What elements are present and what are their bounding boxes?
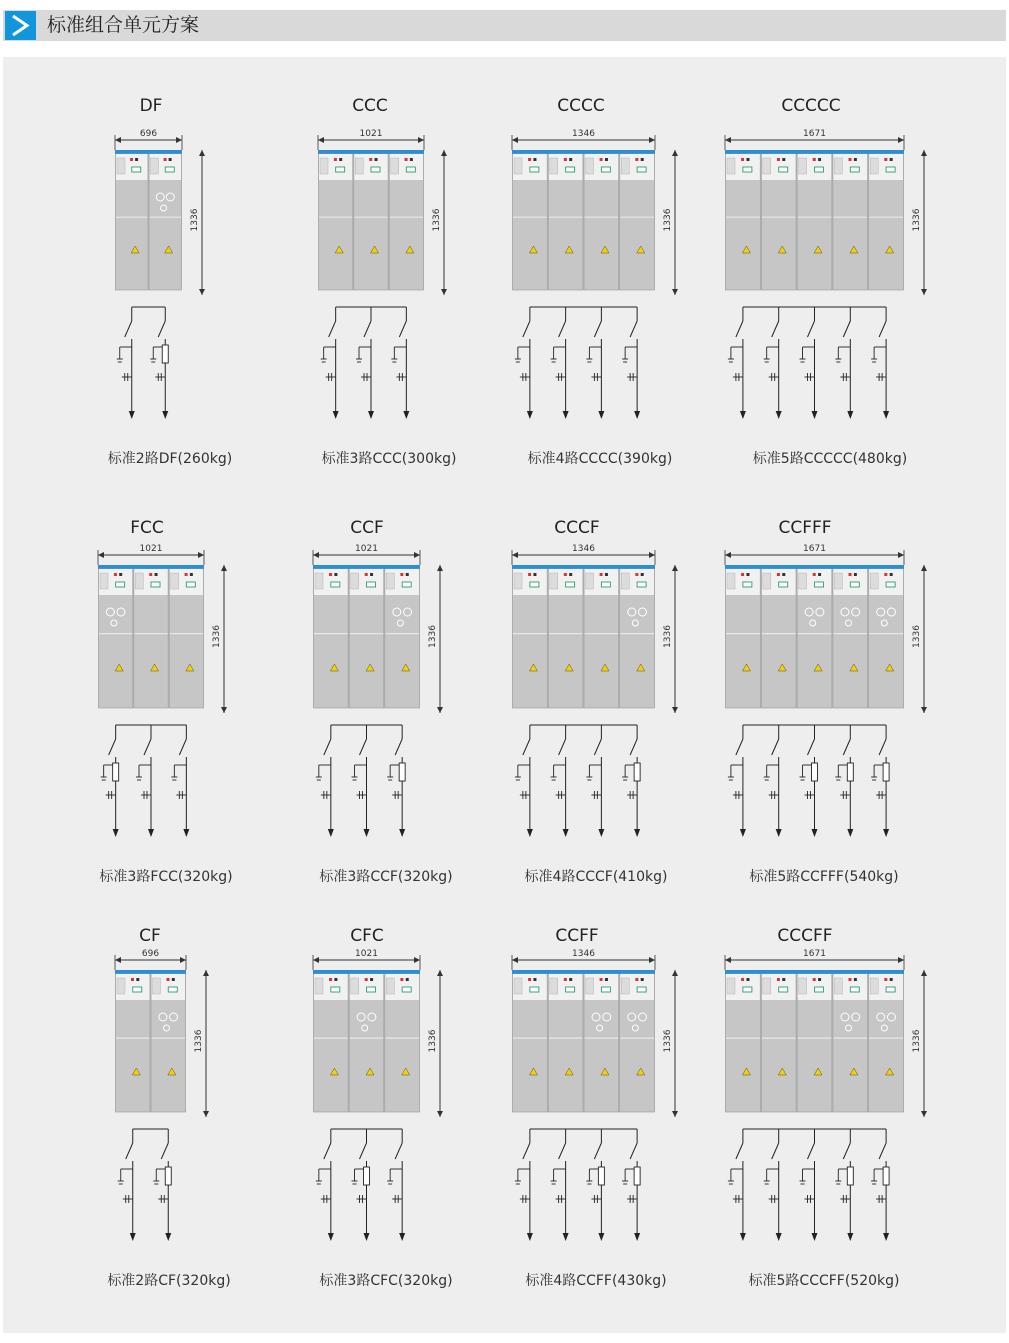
cabinet-unit-c [797, 974, 832, 1112]
scheme-name: CCFF [555, 926, 599, 946]
scheme-caption: 标准4路CCCC(390kg) [527, 451, 673, 467]
width-dimension [115, 949, 186, 970]
cabinet-unit-c [833, 154, 868, 290]
cabinet-unit-c [314, 974, 349, 1112]
single-line-diagram [728, 1129, 889, 1241]
height-label: 1336 [428, 1029, 438, 1053]
width-dimension [313, 949, 420, 970]
switchgear-cabinet [115, 970, 186, 1112]
cabinet-unit-f [584, 974, 619, 1112]
height-dimension [912, 565, 927, 713]
switchgear-cabinet [725, 970, 904, 1112]
height-dimension [428, 970, 443, 1117]
cabinet-unit-c [314, 569, 349, 708]
width-dimension [98, 544, 204, 565]
switchgear-cabinet [725, 150, 904, 290]
scheme-cf [115, 949, 209, 1241]
fuse-icon [399, 763, 405, 781]
cabinet-unit-c [319, 154, 353, 290]
scheme-name: FCC [130, 518, 164, 538]
cabinet-unit-c [584, 569, 619, 708]
fuse-icon [165, 1167, 171, 1185]
cabinet-unit-c [349, 569, 384, 708]
scheme-caption: 标准3路CCC(300kg) [321, 451, 457, 467]
scheme-ccff [512, 949, 678, 1241]
cabinet-unit-c [513, 569, 548, 708]
height-dimension [428, 565, 443, 713]
cabinet-unit-f [149, 154, 182, 290]
width-dimension [725, 544, 904, 565]
switchgear-cabinet [512, 150, 655, 290]
cabinet-unit-f [385, 569, 420, 708]
fuse-icon [113, 763, 119, 781]
cabinet-unit-f [99, 569, 133, 708]
cabinet-unit-c [548, 154, 583, 290]
scheme-caption: 标准4路CCCF(410kg) [524, 869, 668, 885]
width-label: 1021 [355, 949, 378, 959]
scheme-caption: 标准2路DF(260kg) [107, 451, 233, 467]
cabinet-unit-c [116, 974, 151, 1112]
width-label: 1671 [803, 129, 826, 139]
switchgear-cabinet [725, 565, 904, 708]
cabinet-unit-f [620, 974, 655, 1112]
scheme-df [115, 129, 205, 419]
cabinet-unit-c [620, 154, 655, 290]
height-dimension [190, 150, 205, 295]
fuse-icon [634, 763, 640, 781]
height-label: 1336 [194, 1029, 204, 1053]
cabinet-unit-c [726, 154, 761, 290]
width-dimension [115, 129, 182, 150]
height-label: 1336 [912, 625, 922, 648]
switchgear-cabinet [318, 150, 424, 290]
scheme-caption: 标准5路CCCCC(480kg) [752, 451, 908, 467]
height-label: 1336 [663, 208, 673, 232]
width-label: 1021 [139, 544, 163, 554]
cabinet-unit-c [761, 154, 796, 290]
width-dimension [725, 949, 904, 970]
scheme-caption: 标准3路FCC(320kg) [99, 869, 233, 885]
cabinet-unit-c [389, 154, 423, 290]
height-label: 1336 [428, 625, 438, 648]
fuse-icon [162, 345, 168, 363]
cabinet-unit-c [513, 974, 548, 1112]
switchgear-cabinet [313, 970, 420, 1112]
height-label: 1336 [663, 625, 673, 648]
cabinet-unit-c [385, 974, 420, 1112]
width-label: 1671 [803, 949, 826, 959]
width-dimension [725, 129, 904, 150]
scheme-ccccc [725, 129, 927, 419]
scheme-fcc [98, 544, 227, 837]
scheme-ccfff [725, 544, 927, 837]
height-dimension [663, 150, 678, 295]
scheme-cfc [313, 949, 443, 1241]
cabinet-unit-c [761, 569, 796, 708]
fuse-icon [634, 1167, 640, 1185]
switchgear-cabinet [115, 150, 182, 290]
cabinet-unit-f [797, 569, 832, 708]
switchgear-cabinet [98, 565, 204, 708]
scheme-caption: 标准2路CF(320kg) [107, 1273, 231, 1289]
width-label: 1346 [572, 544, 595, 554]
cabinet-unit-c [548, 974, 583, 1112]
fuse-icon [883, 1167, 889, 1185]
height-label: 1336 [663, 1029, 673, 1053]
height-dimension [432, 150, 447, 295]
switchgear-cabinet [512, 565, 655, 708]
cabinet-unit-c [513, 154, 548, 290]
scheme-ccc [318, 129, 447, 419]
scheme-name: CCC [352, 96, 388, 116]
cabinet-unit-c [584, 154, 619, 290]
single-line-diagram [515, 725, 640, 837]
height-dimension [212, 565, 227, 713]
single-line-diagram [321, 307, 410, 419]
width-dimension [318, 129, 424, 150]
single-line-diagram [728, 725, 889, 837]
width-label: 1346 [572, 129, 595, 139]
height-dimension [663, 565, 678, 713]
fuse-icon [812, 763, 818, 781]
scheme-name: CCCFF [777, 926, 833, 946]
single-line-diagram [515, 307, 640, 419]
cabinet-unit-f [620, 569, 655, 708]
cabinet-unit-f [833, 569, 868, 708]
cabinet-unit-c [354, 154, 388, 290]
height-label: 1336 [912, 1029, 922, 1053]
scheme-caption: 标准3路CCF(320kg) [319, 869, 453, 885]
height-dimension [912, 150, 927, 295]
scheme-ccf [313, 544, 443, 837]
width-label: 696 [139, 129, 158, 139]
single-line-diagram [117, 307, 169, 419]
fuse-icon [598, 1167, 604, 1185]
scheme-caption: 标准5路CCFFF(540kg) [749, 869, 899, 885]
single-line-diagram [101, 725, 190, 837]
switchgear-cabinet [313, 565, 420, 708]
cabinet-unit-f [151, 974, 186, 1112]
cabinet-unit-c [761, 974, 796, 1112]
cabinet-unit-f [869, 974, 904, 1112]
single-line-diagram [316, 1129, 405, 1241]
width-label: 696 [141, 949, 160, 959]
scheme-caption: 标准5路CCCFF(520kg) [748, 1273, 900, 1289]
switchgear-cabinet [512, 970, 655, 1112]
scheme-name: CCCC [557, 96, 605, 116]
cabinet-unit-f [833, 974, 868, 1112]
height-dimension [912, 970, 927, 1117]
height-label: 1336 [912, 208, 922, 232]
scheme-cccc [512, 129, 678, 419]
cabinet-unit-c [797, 154, 832, 290]
height-label: 1336 [432, 208, 442, 232]
width-label: 1021 [355, 544, 378, 554]
cabinet-unit-c [134, 569, 168, 708]
cabinet-unit-f [869, 569, 904, 708]
width-dimension [512, 129, 655, 150]
section-title: 标准组合单元方案 [47, 14, 200, 36]
single-line-diagram [316, 725, 405, 837]
width-label: 1346 [572, 949, 595, 959]
width-dimension [313, 544, 420, 565]
height-dimension [663, 970, 678, 1117]
cabinet-unit-c [548, 569, 583, 708]
fuse-icon [847, 1167, 853, 1185]
cabinet-unit-c [869, 154, 904, 290]
fuse-icon [883, 763, 889, 781]
cabinet-unit-c [169, 569, 203, 708]
scheme-cccff [725, 949, 927, 1241]
scheme-name: DF [139, 96, 163, 116]
fuse-icon [847, 763, 853, 781]
cabinet-unit-c [726, 974, 761, 1112]
cabinet-unit-f [349, 974, 384, 1112]
scheme-name: CCFFF [778, 518, 832, 538]
scheme-name: CCCCC [781, 96, 841, 116]
single-line-diagram [728, 307, 889, 419]
fuse-icon [364, 1167, 370, 1185]
single-line-diagram [118, 1129, 172, 1241]
width-label: 1021 [359, 129, 383, 139]
width-dimension [512, 949, 655, 970]
single-line-diagram [515, 1129, 640, 1241]
height-label: 1336 [190, 208, 200, 232]
cabinet-unit-c [726, 569, 761, 708]
scheme-caption: 标准4路CCFF(430kg) [525, 1273, 667, 1289]
scheme-name: CCCF [554, 518, 600, 538]
scheme-caption: 标准3路CFC(320kg) [319, 1273, 453, 1289]
scheme-cccf [512, 544, 678, 837]
scheme-name: CFC [350, 926, 384, 946]
width-dimension [512, 544, 655, 565]
scheme-name: CCF [350, 518, 384, 538]
height-dimension [194, 970, 209, 1117]
height-label: 1336 [212, 625, 222, 648]
cabinet-unit-d [116, 154, 149, 290]
width-label: 1671 [803, 544, 826, 554]
scheme-name: CF [139, 926, 161, 946]
